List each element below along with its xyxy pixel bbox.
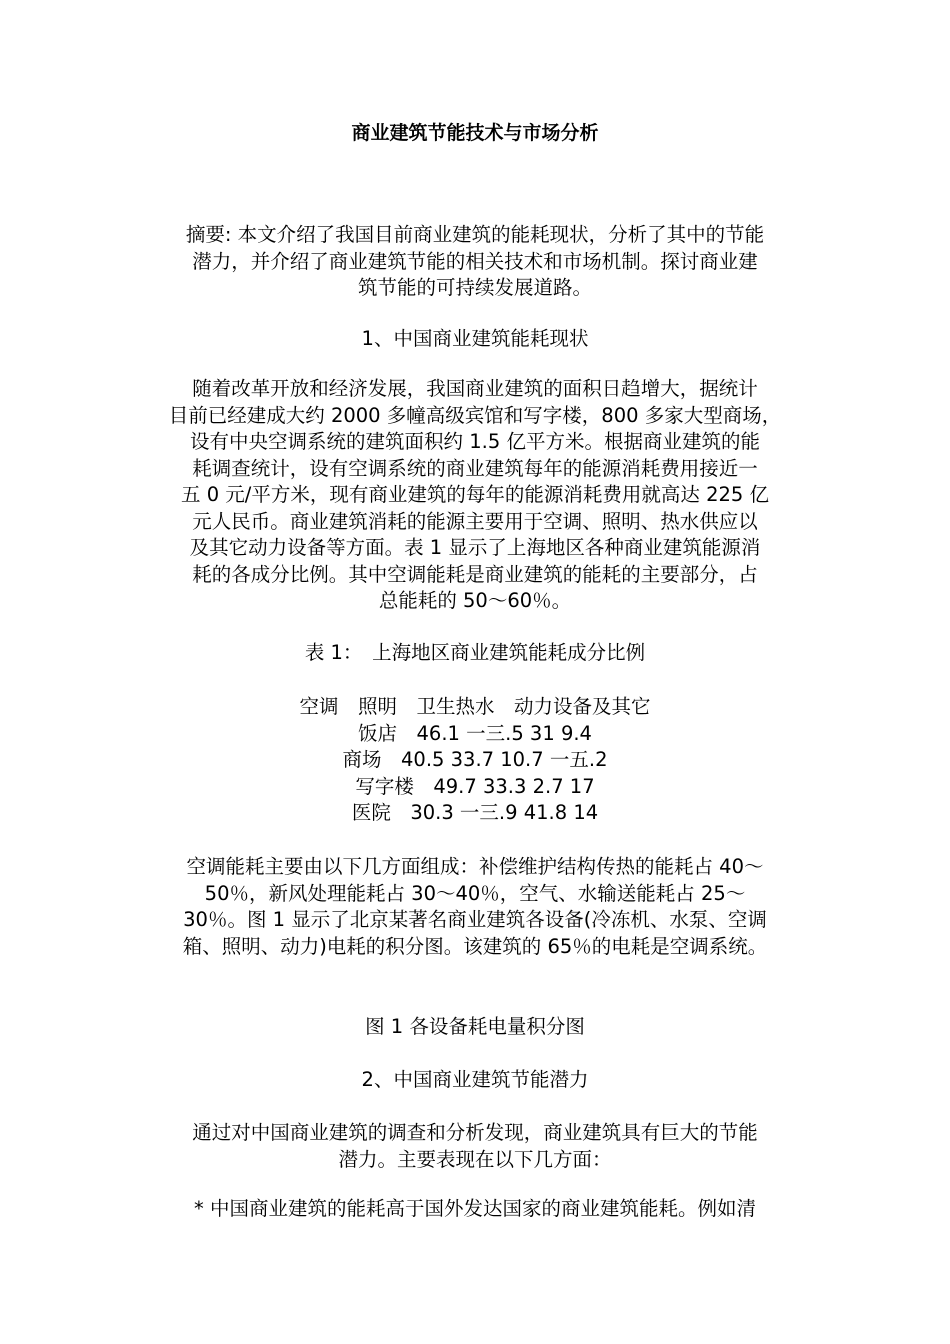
table-row: 商场 40.5 33.7 10.7 一五.2 [342, 748, 608, 771]
paragraph-line: 潜力。主要表现在以下几方面： [338, 1147, 612, 1171]
table-row: 写字楼 49.7 33.3 2.7 17 [355, 774, 595, 798]
abstract-line: 摘要: 本文介绍了我国目前商业建筑的能耗现状，分析了其中的节能 [185, 223, 765, 246]
paragraph-line: 及其它动力设备等方面。表 1 显示了上海地区各种商业建筑能源消 [189, 536, 761, 559]
section-1-paragraph [120, 376, 830, 615]
figure-caption [120, 1014, 830, 1041]
table-header-row: 空调 照明 卫生热水 动力设备及其它 [299, 695, 651, 718]
paragraph-line: 元人民币。商业建筑消耗的能源主要用于空调、照明、热水供应以 [192, 509, 758, 533]
bullet-paragraph [120, 1196, 830, 1223]
section-2-paragraph [120, 1120, 830, 1173]
paragraph-line: 五 0 元/平方米，现有商业建筑的每年的能源消耗费用就高达 225 亿 [181, 483, 769, 506]
table-caption-text: 表 1： 上海地区商业建筑能耗成分比例 [304, 641, 646, 664]
figure-caption-text: 图 1 各设备耗电量积分图 [365, 1015, 585, 1038]
paragraph-line: 设有中央空调系统的建筑面积约 1.5 亿平方米。根据商业建筑的能 [190, 430, 760, 453]
abstract-line: 筑节能的可持续发展道路。 [357, 276, 592, 299]
section-1-heading-text: 1、中国商业建筑能耗现状 [361, 327, 589, 350]
paragraph-line: 50％，新风处理能耗占 30～40％，空气、水输送能耗占 25～ [204, 881, 746, 905]
section-2-heading [120, 1067, 830, 1094]
section-1-heading [120, 326, 830, 353]
data-table [120, 694, 830, 827]
document-title: 商业建筑节能技术与市场分析 [351, 122, 599, 144]
table-row: 医院 30.3 一三.9 41.8 14 [351, 801, 599, 824]
abstract-line: 潜力，并介绍了商业建筑节能的相关技术和市场机制。探讨商业建 [192, 249, 758, 273]
paragraph-line: 耗的各成分比例。其中空调能耗是商业建筑的能耗的主要部分，占 [192, 562, 758, 586]
paragraph-line: 通过对中国商业建筑的调查和分析发现，商业建筑具有巨大的节能 [192, 1121, 758, 1144]
paragraph-line: 30％。图 1 显示了北京某著名商业建筑各设备(冷冻机、水泵、空调 [183, 908, 767, 931]
paragraph-line: 空调能耗主要由以下几方面组成：补偿维护结构传热的能耗占 40～ [186, 855, 764, 878]
paragraph-line: 目前已经建成大约 2000 多幢高级宾馆和写字楼，800 多家大型商场， [168, 403, 782, 427]
table-row: 饭店 46.1 一三.5 31 9.4 [358, 721, 592, 745]
paragraph-line: 耗调查统计，设有空调系统的商业建筑每年的能源消耗费用接近一 [192, 456, 758, 480]
paragraph-line: 随着改革开放和经济发展，我国商业建筑的面积日趋增大，据统计 [192, 377, 758, 400]
abstract [120, 222, 830, 302]
table-caption [120, 640, 830, 667]
paragraph-line: 箱、照明、动力)电耗的积分图。该建筑的 65％的电耗是空调系统。 [182, 934, 768, 958]
bullet-line: * 中国商业建筑的能耗高于国外发达国家的商业建筑能耗。例如清 [194, 1197, 756, 1220]
paragraph-line: 总能耗的 50～60％。 [378, 589, 572, 612]
ac-paragraph [120, 854, 830, 960]
section-2-heading-text: 2、中国商业建筑节能潜力 [361, 1068, 589, 1091]
